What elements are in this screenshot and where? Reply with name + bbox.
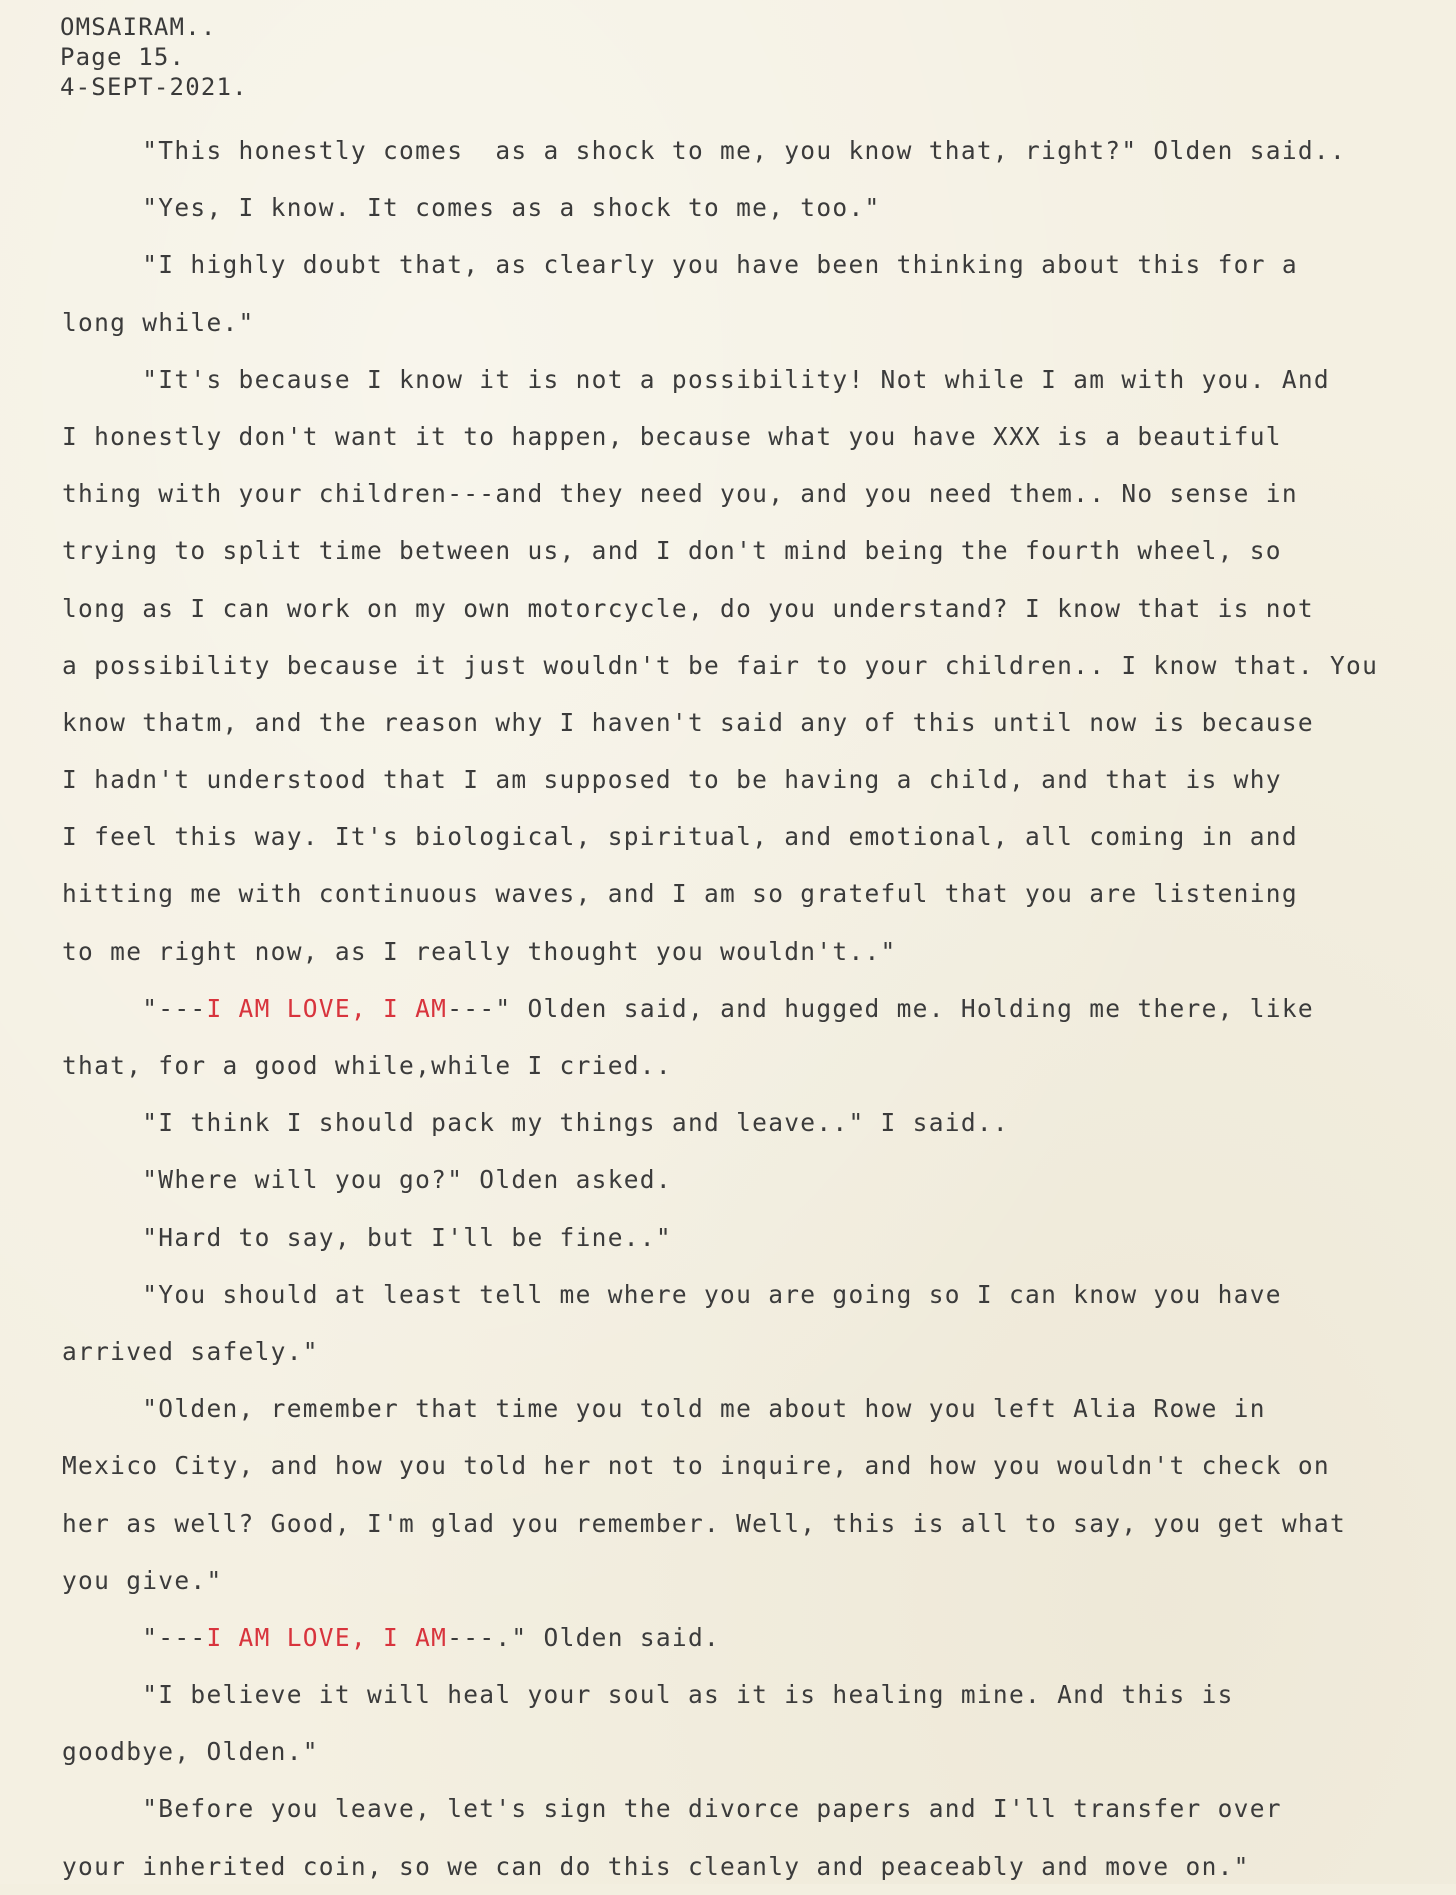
text-line: arrived safely." (62, 1336, 319, 1366)
text-line: Mexico City, and how you told her not to inquire, and how you wouldn't check on (62, 1451, 1330, 1481)
text-line: I honestly don't want it to happen, because what you have XXX is a beautiful (62, 421, 1282, 451)
header-date: 4-SEPT-2021. (60, 73, 248, 101)
text-line: long while." (62, 307, 255, 337)
text-line: a possibility because it just wouldn't be fair to your children.. I know that. You (62, 650, 1379, 680)
text-line: "Olden, remember that time you told me about how you left Alia Rowe in (62, 1394, 1266, 1424)
header-page-number: Page 15. (60, 43, 186, 71)
line-segment: "--- (62, 1622, 207, 1652)
text-line: "I think I should pack my things and leave.." I said.. (62, 1108, 1009, 1138)
text-line: "I highly doubt that, as clearly you have been thinking about this for a (62, 250, 1298, 280)
line-segment: "--- (62, 993, 207, 1023)
text-line: "Yes, I know. It comes as a shock to me, too." (62, 193, 881, 223)
text-line: "This honestly comes as a shock to me, you know that, right?" Olden said.. (62, 136, 1347, 165)
text-line: know thatm, and the reason why I haven't said any of this until now is because (62, 707, 1314, 737)
text-line: "Where will you go?" Olden asked. (62, 1165, 672, 1195)
text-line: long as I can work on my own motorcycle, do you understand? I know that is not (62, 593, 1314, 623)
text-line: I feel this way. It's biological, spiritual, and emotional, all coming in and (62, 822, 1298, 852)
text-line: I hadn't understood that I am supposed to be having a child, and that is why (62, 765, 1282, 795)
text-line: thing with your children---and they need you, and you need them.. No sense in (62, 479, 1298, 509)
text-line: her as well? Good, I'm glad you remember. Well, this is all to say, you get what (62, 1508, 1347, 1538)
red-mantra-text: I AM LOVE, I AM (206, 993, 448, 1023)
text-line: hitting me with continuous waves, and I am so grateful that you are listening (62, 879, 1298, 909)
text-line: "It's because I know it is not a possibility! Not while I am with you. And (62, 364, 1330, 394)
text-line: you give." (62, 1565, 223, 1595)
red-mantra-text: I AM LOVE, I AM (206, 1622, 448, 1652)
text-line: your inherited coin, so we can do this cleanly and peaceably and move on." (62, 1851, 1250, 1881)
line-segment: ---." Olden said. (447, 1622, 721, 1652)
text-line: to me right now, as I really thought you wouldn't.." (62, 936, 897, 966)
text-line: "I believe it will heal your soul as it is healing mine. And this is (62, 1680, 1234, 1710)
body-text (62, 122, 1442, 1895)
text-line-mantra (62, 980, 1442, 1037)
text-line: goodbye, Olden." (62, 1737, 319, 1767)
text-line: "Hard to say, but I'll be fine.." (62, 1222, 672, 1252)
line-segment: ---" Olden said, and hugged me. Holding me there, like (447, 993, 1314, 1023)
header-salutation: OMSAIRAM.. (60, 13, 217, 41)
text-line: "You should at least tell me where you are going so I can know you have (62, 1279, 1282, 1309)
text-line: that, for a good while,while I cried.. (62, 1051, 672, 1080)
text-line: trying to split time between us, and I don't mind being the fourth wheel, so (62, 536, 1282, 566)
text-line-mantra (62, 1609, 1442, 1666)
text-line: "Before you leave, let's sign the divorce papers and I'll transfer over (62, 1794, 1282, 1824)
